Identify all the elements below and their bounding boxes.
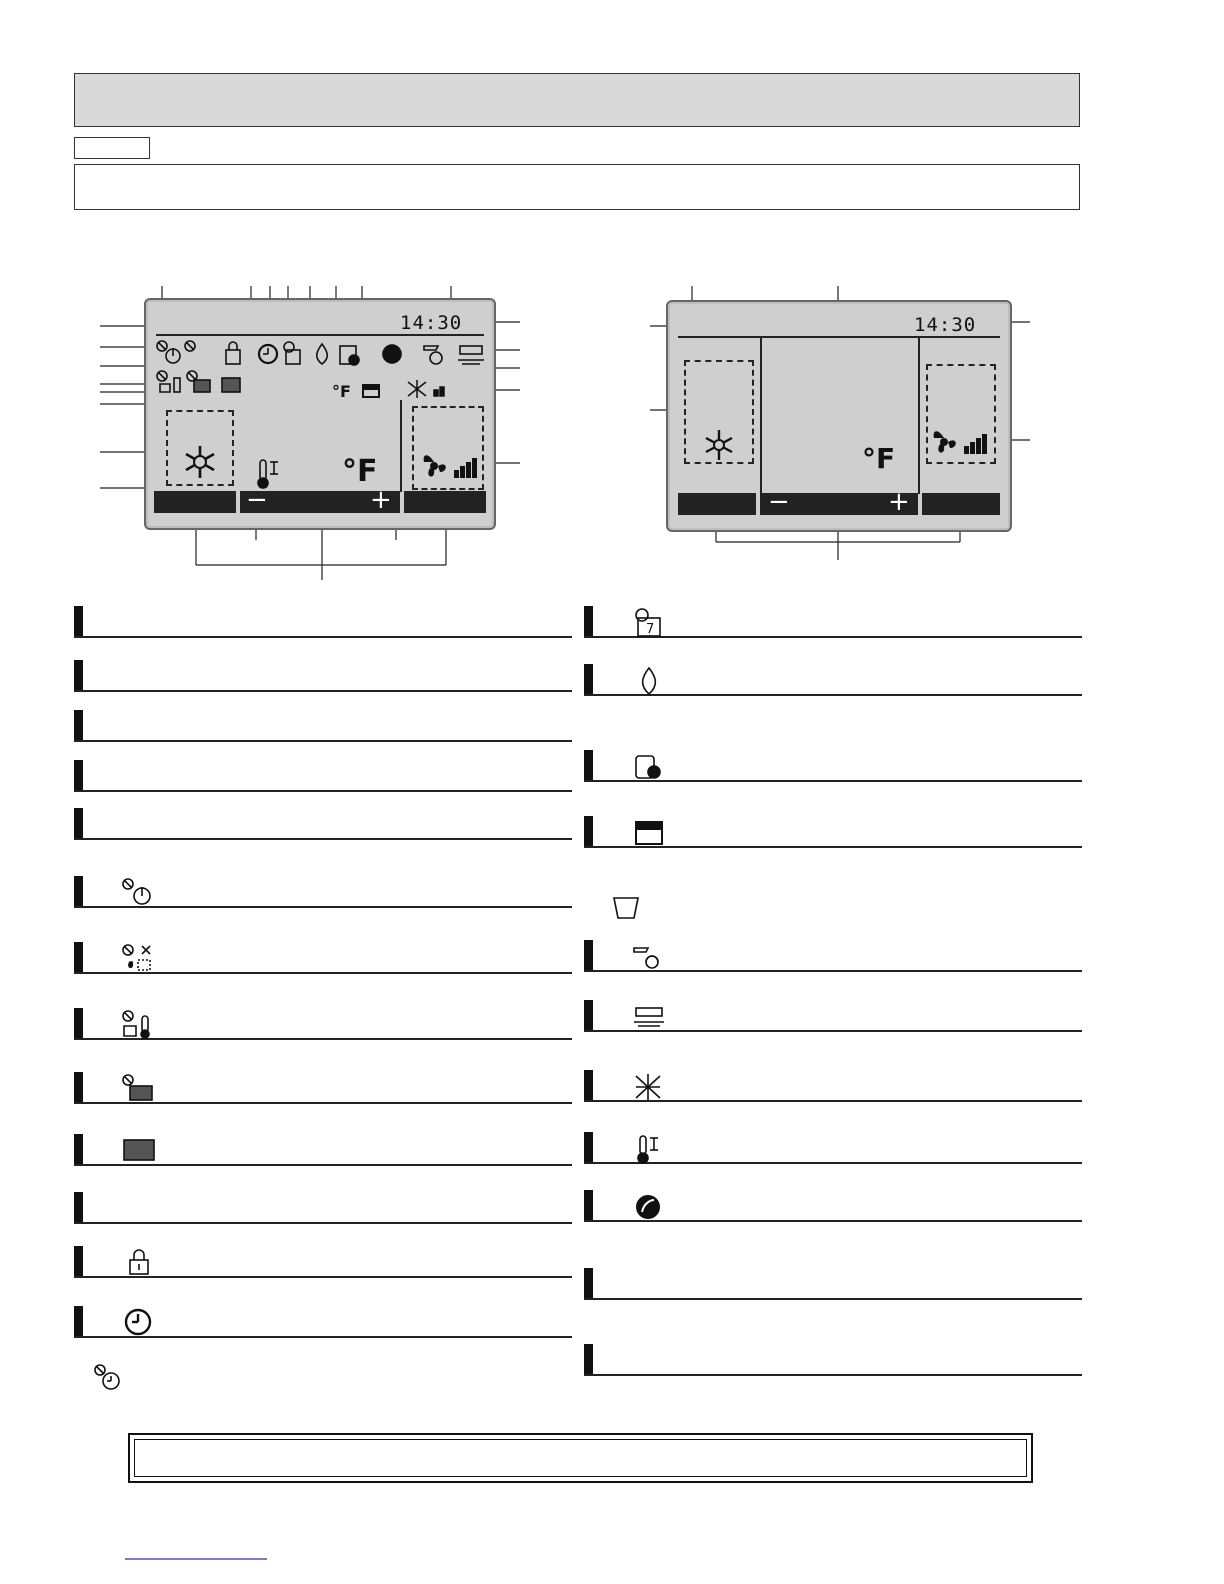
left-display-indicator: [362, 384, 380, 398]
left-filter-icon-row: [156, 370, 246, 396]
right-function-button-4[interactable]: [922, 493, 1000, 515]
right-temp-buttons[interactable]: [760, 487, 918, 517]
legend-row-mode-lock: [74, 942, 572, 974]
right-top-rule: [678, 336, 1000, 338]
page-link[interactable]: [125, 1558, 267, 1560]
left-clock: 14:30: [400, 312, 463, 334]
left-function-button-4[interactable]: [404, 491, 486, 513]
left-plus-label[interactable]: +: [370, 485, 392, 515]
left-minus-label[interactable]: −: [246, 485, 268, 515]
legend-row-energy-save: [584, 1190, 1082, 1222]
filter-icon: [122, 1136, 156, 1166]
indicator-icon: [632, 818, 666, 848]
legend-row-louver: [584, 1000, 1082, 1032]
left-small-temp-unit: °F: [332, 382, 351, 401]
left-function-button-1[interactable]: [154, 491, 236, 513]
left-louver-swing-icon: [406, 378, 466, 400]
legend-row-ventilation: [584, 750, 1082, 782]
footer-note-box: [128, 1433, 1033, 1483]
left-vertical-divider: [400, 400, 402, 492]
humidifier-icon: [632, 666, 666, 696]
legend-row-humidifier: [584, 664, 1082, 696]
section-tag-box: [74, 137, 150, 159]
temp-range-icon: [632, 1134, 666, 1164]
left-fan-box: [412, 406, 484, 490]
right-function-button-1[interactable]: [678, 493, 756, 515]
right-fan-box: [926, 364, 996, 464]
energy-save-icon: [632, 1192, 666, 1222]
left-big-temp-unit: °F: [342, 454, 378, 489]
left-lcd-screen: [144, 298, 496, 530]
left-mode-box: [166, 410, 234, 486]
right-plus-label[interactable]: +: [888, 487, 910, 517]
legend-row-louver-swing: [584, 1070, 1082, 1102]
temp-lock-icon: [122, 1010, 156, 1040]
right-divider-1: [760, 338, 762, 494]
left-top-rule: [156, 334, 484, 336]
section-title-bar: [74, 73, 1080, 127]
legend-row-power-lock: [74, 876, 572, 908]
svg-text:7: 7: [646, 622, 655, 637]
legend-row-filter: [74, 1134, 572, 1166]
legend-row-temp-range: [584, 1132, 1082, 1164]
legend-row-filter-lock: [74, 1072, 572, 1104]
left-temp-buttons[interactable]: [240, 485, 400, 515]
right-divider-2: [918, 338, 920, 494]
legend-row-vane: [584, 940, 1082, 972]
legend-row-12: [74, 1192, 572, 1224]
right-clock: 14:30: [914, 314, 977, 336]
right-mode-box: [684, 360, 754, 464]
legend-row-temp-lock: [74, 1008, 572, 1040]
note-box: [74, 164, 1080, 210]
ventilation-icon: [632, 752, 666, 782]
left-display-diagram: [90, 280, 530, 580]
timer-lock-icon: [94, 1364, 124, 1394]
power-lock-icon: [122, 878, 156, 908]
lock-icon: [122, 1248, 156, 1278]
right-cool-mode-icon: [702, 428, 736, 462]
right-fan-speed-icon: [932, 428, 992, 458]
fan-speed-icon: [420, 450, 482, 484]
legend-row-timer: [74, 1306, 572, 1338]
filter-lock-icon: [122, 1074, 156, 1104]
legend-row-display-indicator: [584, 816, 1082, 848]
vane-icon: [632, 942, 666, 972]
legend-row-right-11: [584, 1344, 1082, 1376]
legend-row-weekly-timer: [584, 606, 1082, 638]
legend-row-4: [74, 760, 572, 792]
legend-row-right-10: [584, 1268, 1082, 1300]
left-top-icon-row: [156, 340, 486, 368]
right-lcd-screen: [666, 300, 1012, 532]
drain-pan-icon: [610, 892, 644, 922]
legend-row-lock: [74, 1246, 572, 1278]
legend-row-5: [74, 808, 572, 840]
louver-swing-icon: [632, 1072, 666, 1102]
louver-icon: [632, 1002, 666, 1032]
mode-lock-icon: [122, 944, 156, 974]
right-minus-label[interactable]: −: [768, 487, 790, 517]
right-temp-unit: °F: [862, 442, 896, 475]
legend-row-2: [74, 660, 572, 692]
right-display-diagram: [630, 280, 1050, 570]
cool-mode-icon: [182, 444, 218, 480]
legend-row-1: [74, 606, 572, 638]
legend-row-3: [74, 710, 572, 742]
weekly-timer-icon: [632, 608, 666, 638]
timer-icon: [122, 1308, 156, 1338]
